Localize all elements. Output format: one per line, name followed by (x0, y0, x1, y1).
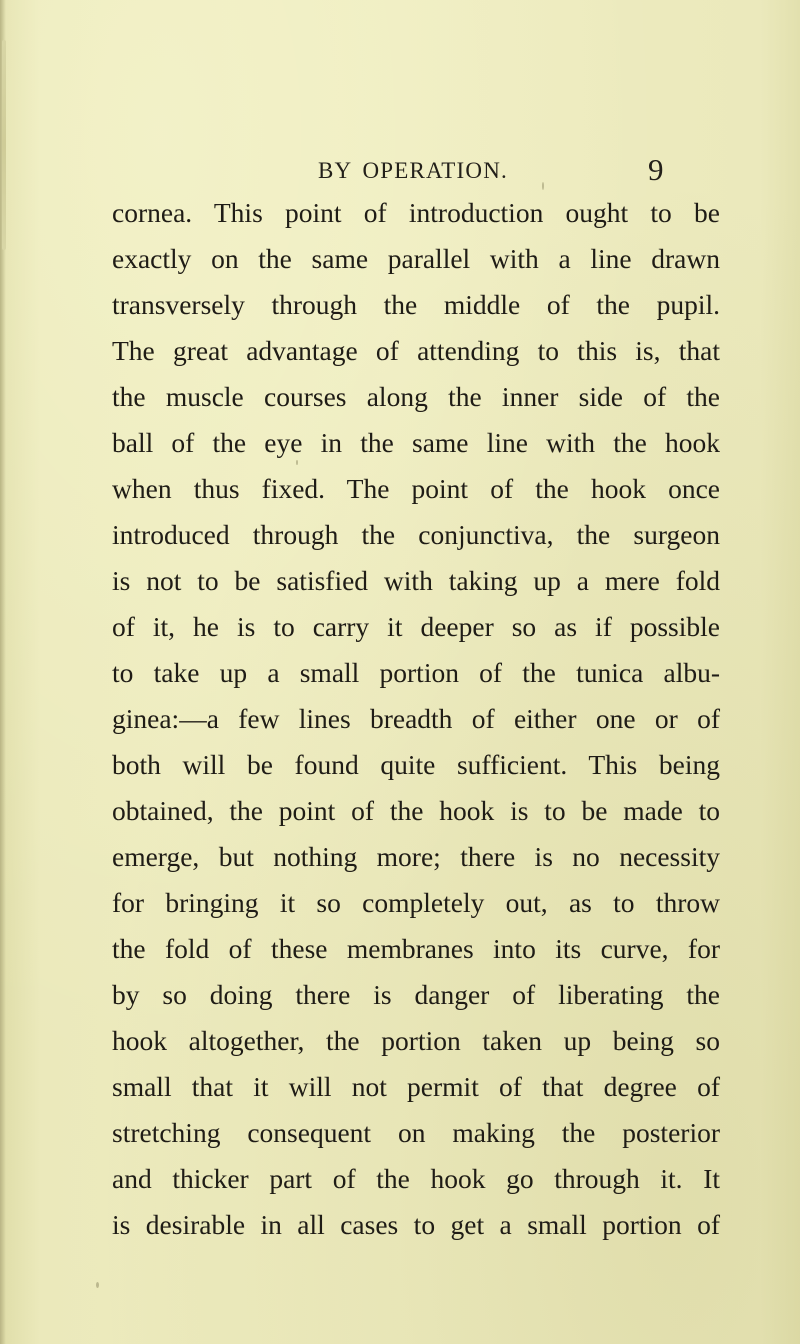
text-line: of it, he is to carry it deeper so as if possible (112, 611, 720, 642)
page-number: 9 (648, 152, 664, 187)
text-line: ginea:—a few lines breadth of either one or of (112, 703, 720, 734)
text-line: hook altogether, the portion taken up being so (112, 1025, 720, 1056)
text-line: when thus fixed. The point of the hook once (112, 473, 720, 504)
text-line: ball of the eye in the same line with the hook (112, 427, 720, 458)
text-line: the fold of these membranes into its curve, for (112, 933, 720, 964)
text-line: and thicker part of the hook go through it. It (112, 1163, 720, 1194)
running-head (108, 152, 668, 192)
text-line: cornea. This point of introduction ought to be (112, 197, 720, 228)
paper-speck (96, 1282, 99, 1288)
text-line: is not to be satisfied with taking up a mere fold (112, 565, 720, 596)
running-head-title: BY OPERATION. (318, 158, 508, 183)
text-line: by so doing there is danger of liberating the (112, 979, 720, 1010)
body-text (112, 190, 720, 1248)
text-line: small that it will not permit of that degree of (112, 1071, 720, 1102)
text-line: The great advantage of attending to this is, that (112, 335, 720, 366)
page-binding-mark (2, 40, 6, 250)
text-line: transversely through the middle of the pupil. (112, 289, 720, 320)
text-line: introduced through the conjunctiva, the surgeon (112, 519, 720, 550)
text-line: emerge, but nothing more; there is no necessity (112, 841, 720, 872)
text-line: to take up a small portion of the tunica albu- (112, 657, 720, 688)
text-line: the muscle courses along the inner side of the (112, 381, 720, 412)
text-line: stretching consequent on making the posterior (112, 1117, 720, 1148)
text-line: both will be found quite sufficient. This being (112, 749, 720, 780)
text-line: exactly on the same parallel with a line drawn (112, 243, 720, 274)
text-line: is desirable in all cases to get a small portion of (112, 1209, 720, 1240)
text-line: obtained, the point of the hook is to be made to (112, 795, 720, 826)
text-line: for bringing it so completely out, as to throw (112, 887, 720, 918)
